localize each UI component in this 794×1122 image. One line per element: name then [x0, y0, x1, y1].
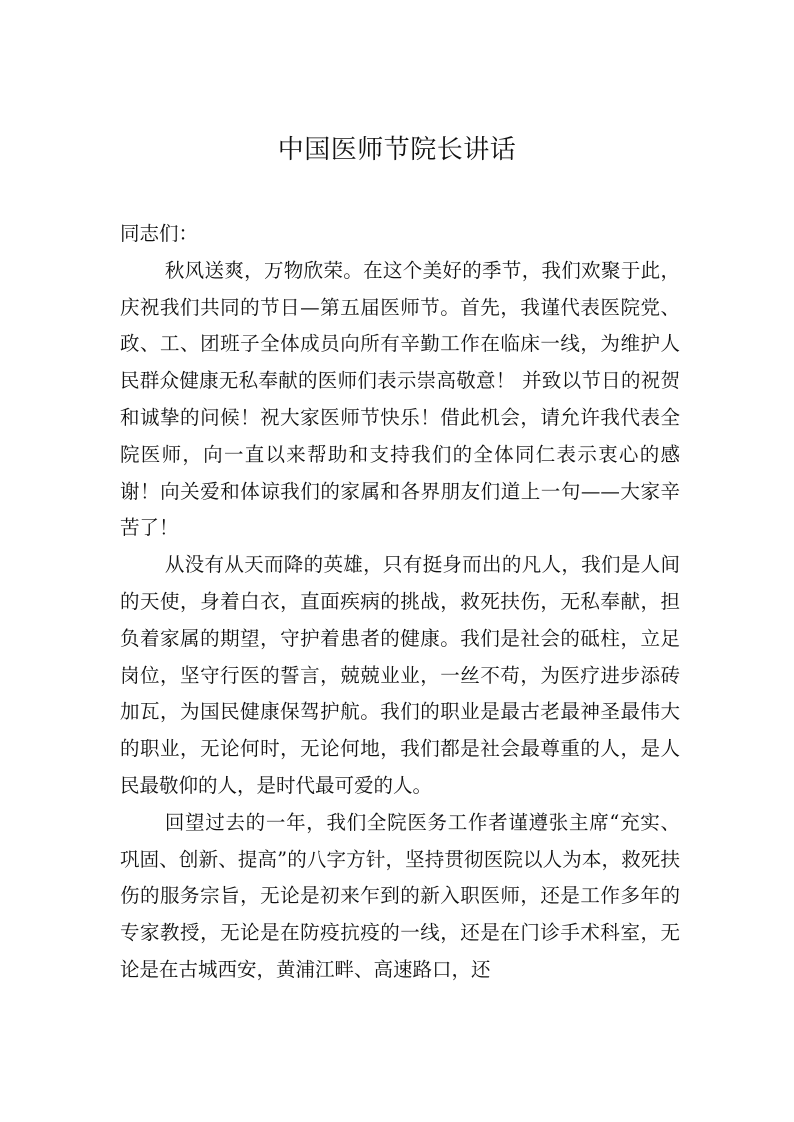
document-title: 中国医师节院长讲话	[277, 135, 517, 165]
paragraph-1: 秋风送爽，万物欣荣。在这个美好的季节，我们欢聚于此，庆祝我们共同的节日—第五届医师节。首先，我谨代表医院党、政、工、团班子全体成员向所有辛勤工作在临床一线，为维护人民群众健康无私奉献的医师们表示崇高敬意！ 并致以节日的祝贺和诚挚的问候！祝大家医师节快乐！借此机会，请允许我代表全院医师，向一直以来帮助和支持我们的全体同仁表示衷心的感谢！向关爱和体谅我们的家属和各界朋友们道上一句——大家辛苦了！	[120, 258, 680, 540]
salutation: 同志们：	[120, 222, 199, 245]
paragraph-3: 回望过去的一年，我们全院医务工作者谨遵张主席“充实、巩固、创新、提高”的八字方针，坚持贯彻医院以人为本，救死扶伤的服务宗旨，无论是初来乍到的新入职医师，还是工作多年的专家教授，无论是在防疫抗疫的一线，还是在门诊手术科室，无论是在古城西安，黄浦江畔、高速路口，还	[120, 810, 680, 981]
document-body	[120, 216, 680, 989]
paragraph-2: 从没有从天而降的英雄，只有挺身而出的凡人，我们是人间的天使，身着白衣，直面疾病的挑战，救死扶伤，无私奉献，担负着家属的期望，守护着患者的健康。我们是社会的砥柱，立足岗位，坚守行医的誓言，兢兢业业，一丝不苟，为医疗进步添砖加瓦，为国民健康保驾护航。我们的职业是最古老最神圣最伟大的职业，无论何时，无论何地，我们都是社会最尊重的人，是人民最敬仰的人，是时代最可爱的人。	[120, 553, 680, 797]
